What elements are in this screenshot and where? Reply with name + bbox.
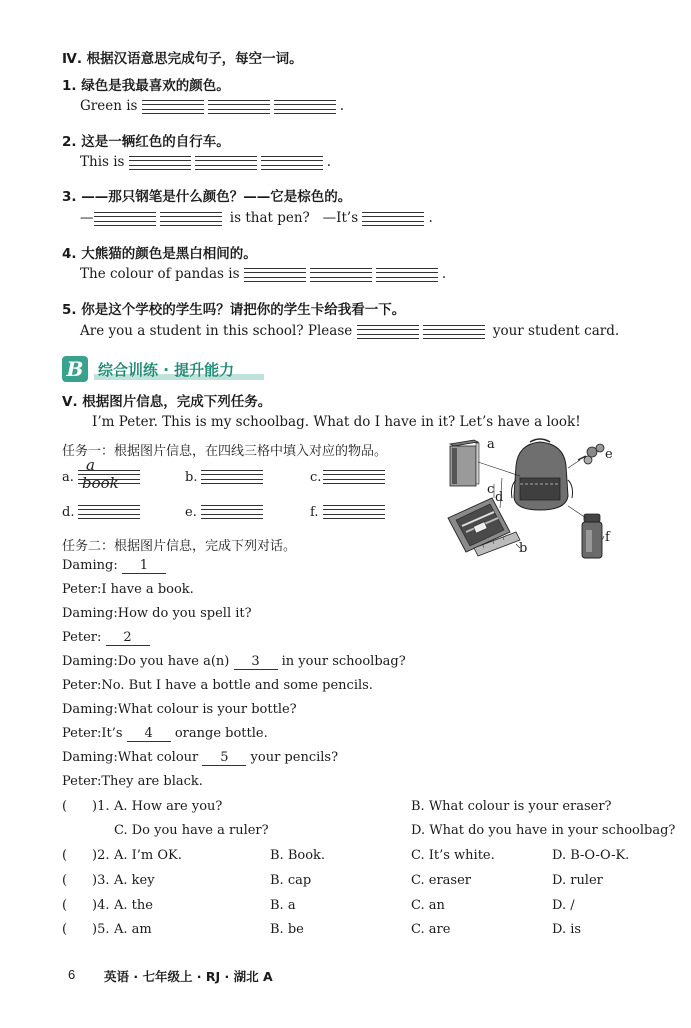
dialogue-line	[62, 654, 406, 670]
line-text: Do you have a(n)	[117, 654, 230, 669]
item1-en-start: Green is	[80, 98, 138, 114]
item4-en-start: The colour of pandas is	[80, 266, 240, 282]
line-text: It’s	[101, 726, 123, 741]
section-b-badge: B	[62, 356, 88, 382]
answer-blank[interactable]: 3	[234, 654, 278, 670]
item3-zh: 3. ——那只钢笔是什么颜色？——它是棕色的。	[62, 189, 352, 205]
pic-label-d: d	[495, 490, 504, 505]
item3-en-mid2: —It’s	[322, 210, 359, 226]
item2-en-start: This is	[80, 154, 125, 170]
item5-en-end: your student card.	[492, 323, 620, 339]
choice-1-num: )1.	[92, 799, 110, 814]
fourline-b[interactable]	[201, 470, 263, 484]
line-text: No. But I have a bottle and some pencils.	[101, 678, 373, 693]
dash: —	[80, 210, 94, 226]
item2-zh: 2. 这是一辆红色的自行车。	[62, 134, 230, 150]
choice-4-num: )4.	[92, 898, 110, 913]
speaker: Peter:	[62, 678, 102, 693]
choice-1-b: B. What colour is your eraser?	[411, 799, 612, 814]
choice-5-num: )5.	[92, 922, 110, 937]
answer-blank[interactable]: 5	[202, 750, 246, 766]
pic-label-a: a	[487, 437, 495, 452]
item1-zh: 1. 绿色是我最喜欢的颜色。	[62, 78, 230, 94]
dialogue-line	[62, 750, 338, 766]
dialogue-line	[62, 774, 203, 789]
choice-paren[interactable]: (	[62, 922, 68, 937]
blank[interactable]	[310, 268, 372, 282]
line-text: orange bottle.	[174, 726, 268, 741]
period: .	[326, 154, 332, 170]
choice-2-num: )2.	[92, 848, 110, 863]
choice-2-c: C. It’s white.	[411, 848, 495, 863]
dialogue-line	[62, 726, 268, 742]
period: .	[339, 98, 345, 114]
item4-en	[80, 266, 446, 282]
choice-3-d: D. ruler	[552, 873, 603, 888]
dialogue-line	[62, 678, 373, 693]
section-b-title: 综合训练 · 提升能力	[98, 361, 235, 379]
blank[interactable]	[376, 268, 438, 282]
pic-label-f: f	[605, 530, 610, 545]
keys-icon	[578, 444, 604, 464]
label-e: e.	[185, 505, 197, 520]
dialogue-line	[62, 558, 166, 574]
pic-label-b: b	[519, 541, 528, 556]
blank[interactable]	[244, 268, 306, 282]
choice-3-a: A. key	[114, 873, 155, 888]
book-icon	[450, 440, 479, 486]
label-d: d.	[62, 505, 75, 520]
choice-1-d: D. What do you have in your schoolbag?	[411, 823, 676, 838]
choice-paren[interactable]: (	[62, 898, 68, 913]
blank[interactable]	[94, 212, 156, 226]
blank[interactable]	[195, 156, 257, 170]
item1-en	[80, 98, 344, 114]
choice-3-num: )3.	[92, 873, 110, 888]
task1-heading: 任务一：根据图片信息，在四线三格中填入对应的物品。	[62, 444, 388, 459]
choice-2-b: B. Book.	[270, 848, 326, 863]
blank[interactable]	[261, 156, 323, 170]
speaker: Peter:	[62, 630, 102, 645]
fourline-d[interactable]	[78, 505, 140, 519]
dialogue-line	[62, 582, 194, 597]
blank[interactable]	[208, 100, 270, 114]
speaker: Daming:	[62, 606, 118, 621]
choice-paren[interactable]: (	[62, 873, 68, 888]
section4-heading: Ⅳ. 根据汉语意思完成句子，每空一词。	[62, 51, 303, 67]
line-text: They are black.	[101, 774, 203, 789]
speaker: Daming:	[62, 702, 118, 717]
choice-4-b: B. a	[270, 898, 296, 913]
choice-5-d: D. is	[552, 922, 582, 937]
pic-label-c: c	[487, 482, 495, 497]
item3-en	[80, 210, 433, 226]
choice-paren[interactable]: (	[62, 848, 68, 863]
choice-1-c: C. Do you have a ruler?	[114, 823, 269, 838]
line-text: your pencils?	[250, 750, 339, 765]
choice-5-b: B. be	[270, 922, 304, 937]
blank[interactable]	[362, 212, 424, 226]
choice-2-d: D. B-O-O-K.	[552, 848, 630, 863]
blank[interactable]	[142, 100, 204, 114]
handwritten-a: a	[86, 456, 95, 474]
choice-paren[interactable]: (	[62, 799, 68, 814]
dialogue-line	[62, 630, 150, 646]
line-text: What colour is your bottle?	[117, 702, 297, 717]
blank[interactable]	[129, 156, 191, 170]
period: .	[428, 210, 433, 226]
speaker: Peter:	[62, 774, 102, 789]
choice-4-a: A. the	[114, 898, 153, 913]
item3-en-mid: is that pen?	[229, 210, 310, 226]
answer-blank[interactable]: 1	[122, 558, 166, 574]
speaker: Peter:	[62, 582, 102, 597]
blank[interactable]	[274, 100, 336, 114]
speaker: Daming:	[62, 750, 118, 765]
label-f: f.	[310, 505, 319, 520]
bottle-icon	[582, 514, 602, 558]
item2-en	[80, 154, 331, 170]
item5-en	[80, 323, 619, 339]
fourline-c[interactable]	[323, 470, 385, 484]
label-b: b.	[185, 470, 198, 485]
choice-3-b: B. cap	[270, 873, 312, 888]
choice-4-c: C. an	[411, 898, 445, 913]
item4-zh: 4. 大熊猫的颜色是黑白相间的。	[62, 246, 257, 262]
speaker: Daming:	[62, 654, 118, 669]
fourline-f[interactable]	[323, 505, 385, 519]
line-text: in your schoolbag?	[281, 654, 406, 669]
page-number: 6	[68, 967, 76, 982]
item5-zh: 5. 你是这个学校的学生吗？请把你的学生卡给我看一下。	[62, 302, 406, 318]
speaker: Peter:	[62, 726, 102, 741]
backpack-icon	[512, 439, 573, 510]
blank[interactable]	[160, 212, 222, 226]
period: .	[441, 266, 447, 282]
item5-en-start: Are you a student in this school? Please	[80, 323, 353, 339]
pic-label-e: e	[605, 447, 613, 462]
blank[interactable]	[423, 325, 485, 339]
handwritten-book: book	[82, 474, 119, 492]
blank[interactable]	[357, 325, 419, 339]
choice-4-d: D. /	[552, 898, 575, 913]
answer-blank[interactable]: 4	[127, 726, 171, 742]
speaker: Daming:	[62, 558, 118, 573]
fourline-e[interactable]	[201, 505, 263, 519]
line-text: How do you spell it?	[117, 606, 252, 621]
footer-info: 英语 · 七年级上 · RJ · 湖北 A	[104, 969, 273, 984]
line-text: I have a book.	[101, 582, 194, 597]
label-a: a.	[62, 470, 74, 485]
section5-heading: Ⅴ. 根据图片信息，完成下列任务。	[62, 394, 272, 410]
choice-2-a: A. I’m OK.	[114, 848, 182, 863]
choice-5-a: A. am	[114, 922, 152, 937]
choice-3-c: C. eraser	[411, 873, 471, 888]
section5-intro: I’m Peter. This is my schoolbag. What do I have in it? Let’s have a look!	[92, 414, 581, 430]
task2-heading: 任务二：根据图片信息，完成下列对话。	[62, 539, 297, 554]
label-c: c.	[310, 470, 322, 485]
dialogue-line	[62, 702, 297, 717]
answer-blank[interactable]: 2	[106, 630, 150, 646]
dialogue-line	[62, 606, 252, 621]
line-text: What colour	[117, 750, 199, 765]
choice-1-a: A. How are you?	[114, 799, 223, 814]
schoolbag-illustration	[440, 436, 630, 560]
choice-5-c: C. are	[411, 922, 451, 937]
